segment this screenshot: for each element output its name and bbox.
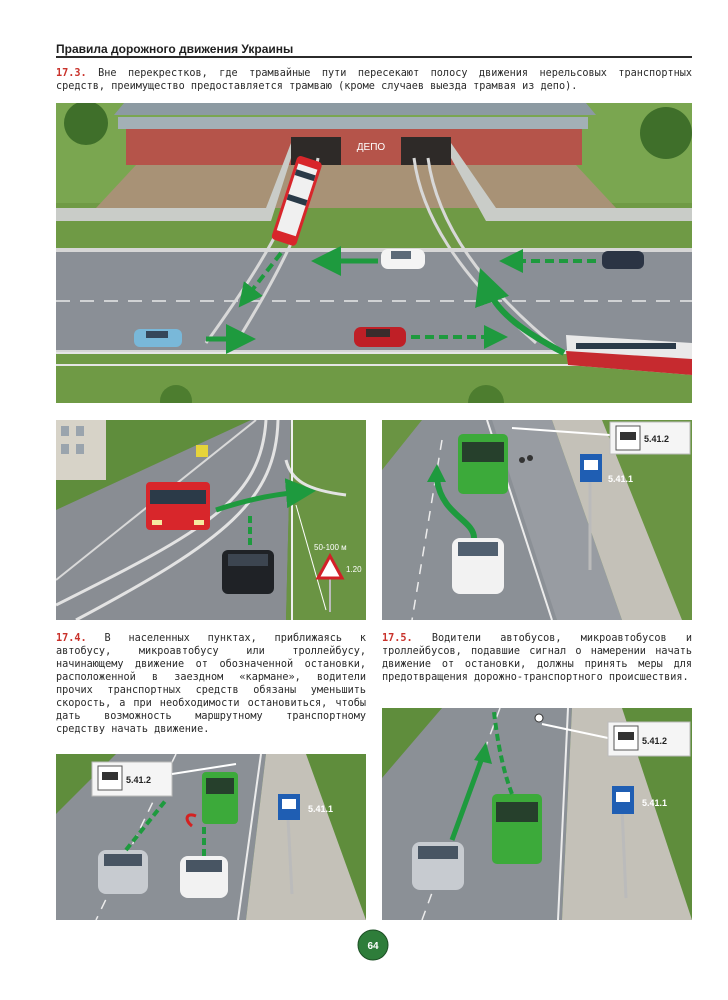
rule-17-3-text: Вне перекрестков, где трамвайные пути пересекают полосу движения нерельсовых транспортных средств, преимущество предоставляется трамваю (кроме случаев выезда трамвая из депо). bbox=[56, 68, 692, 92]
sign-lower-label: 5.41.1 bbox=[608, 474, 634, 484]
figure-bus-driver-precaution bbox=[382, 708, 692, 920]
yellow-car bbox=[196, 445, 208, 457]
rule-17-5-paragraph bbox=[382, 632, 692, 684]
depot-roof bbox=[118, 117, 588, 129]
depot-label: ДЕПО bbox=[356, 142, 386, 153]
car-right bbox=[180, 856, 228, 898]
dark-car bbox=[602, 251, 644, 269]
depot-gate-right bbox=[401, 137, 451, 165]
green-bus bbox=[202, 772, 238, 824]
white-car bbox=[381, 249, 425, 269]
sign-code-label: 1.20 bbox=[346, 565, 362, 574]
sign-lower-label: 5.41.1 bbox=[308, 804, 334, 814]
green-bus bbox=[458, 434, 508, 494]
sign-upper-label: 5.41.2 bbox=[642, 736, 668, 746]
green-bus bbox=[492, 794, 542, 864]
rule-17-5-number: 17.5. bbox=[382, 633, 413, 644]
figure-bus-leaving-stop bbox=[382, 420, 692, 620]
rule-17-3-number: 17.3. bbox=[56, 68, 87, 79]
header-title: Правила дорожного движения Украины bbox=[56, 42, 294, 56]
page-number-badge bbox=[357, 929, 389, 961]
figure-tram-turn-warning bbox=[56, 420, 366, 620]
page-number: 64 bbox=[367, 941, 379, 952]
figure-depot-tram-crossing bbox=[56, 103, 692, 403]
rule-17-4-number: 17.4. bbox=[56, 633, 87, 644]
rule-17-5-text: Водители автобусов, микроавтобусов и троллейбусов, подавшие сигнал о намерении начать движение от остановки, должны принять меры для предотвращения дорожно-транспортного происшествия. bbox=[382, 633, 692, 683]
rule-17-3-paragraph bbox=[56, 67, 692, 93]
figure-bus-yield-scenario bbox=[56, 754, 366, 920]
car-left bbox=[98, 850, 148, 894]
white-car bbox=[452, 538, 504, 594]
running-header bbox=[56, 38, 692, 58]
rule-17-4-text: В населенных пунктах, приближаясь к автобусу, микроавтобусу или троллейбусу, начинающему движение от обозначенной остановки, расположенной в заездном «кармане», водители прочих транспортных средств обязаны уменьшить скорость, а при необходимости остановиться, чтобы дать возможность маршрутному транспортному средству начать движение. bbox=[56, 633, 366, 735]
grey-car bbox=[412, 842, 464, 890]
red-tram bbox=[146, 482, 210, 530]
sign-upper-label: 5.41.2 bbox=[644, 434, 670, 444]
sign-upper-label: 5.41.2 bbox=[126, 775, 152, 785]
black-suv bbox=[222, 550, 274, 594]
sign-lower-label: 5.41.1 bbox=[642, 798, 668, 808]
rule-17-4-paragraph bbox=[56, 632, 366, 736]
distance-label: 50-100 м bbox=[314, 543, 347, 552]
blue-car bbox=[134, 329, 182, 347]
red-car bbox=[354, 327, 406, 347]
